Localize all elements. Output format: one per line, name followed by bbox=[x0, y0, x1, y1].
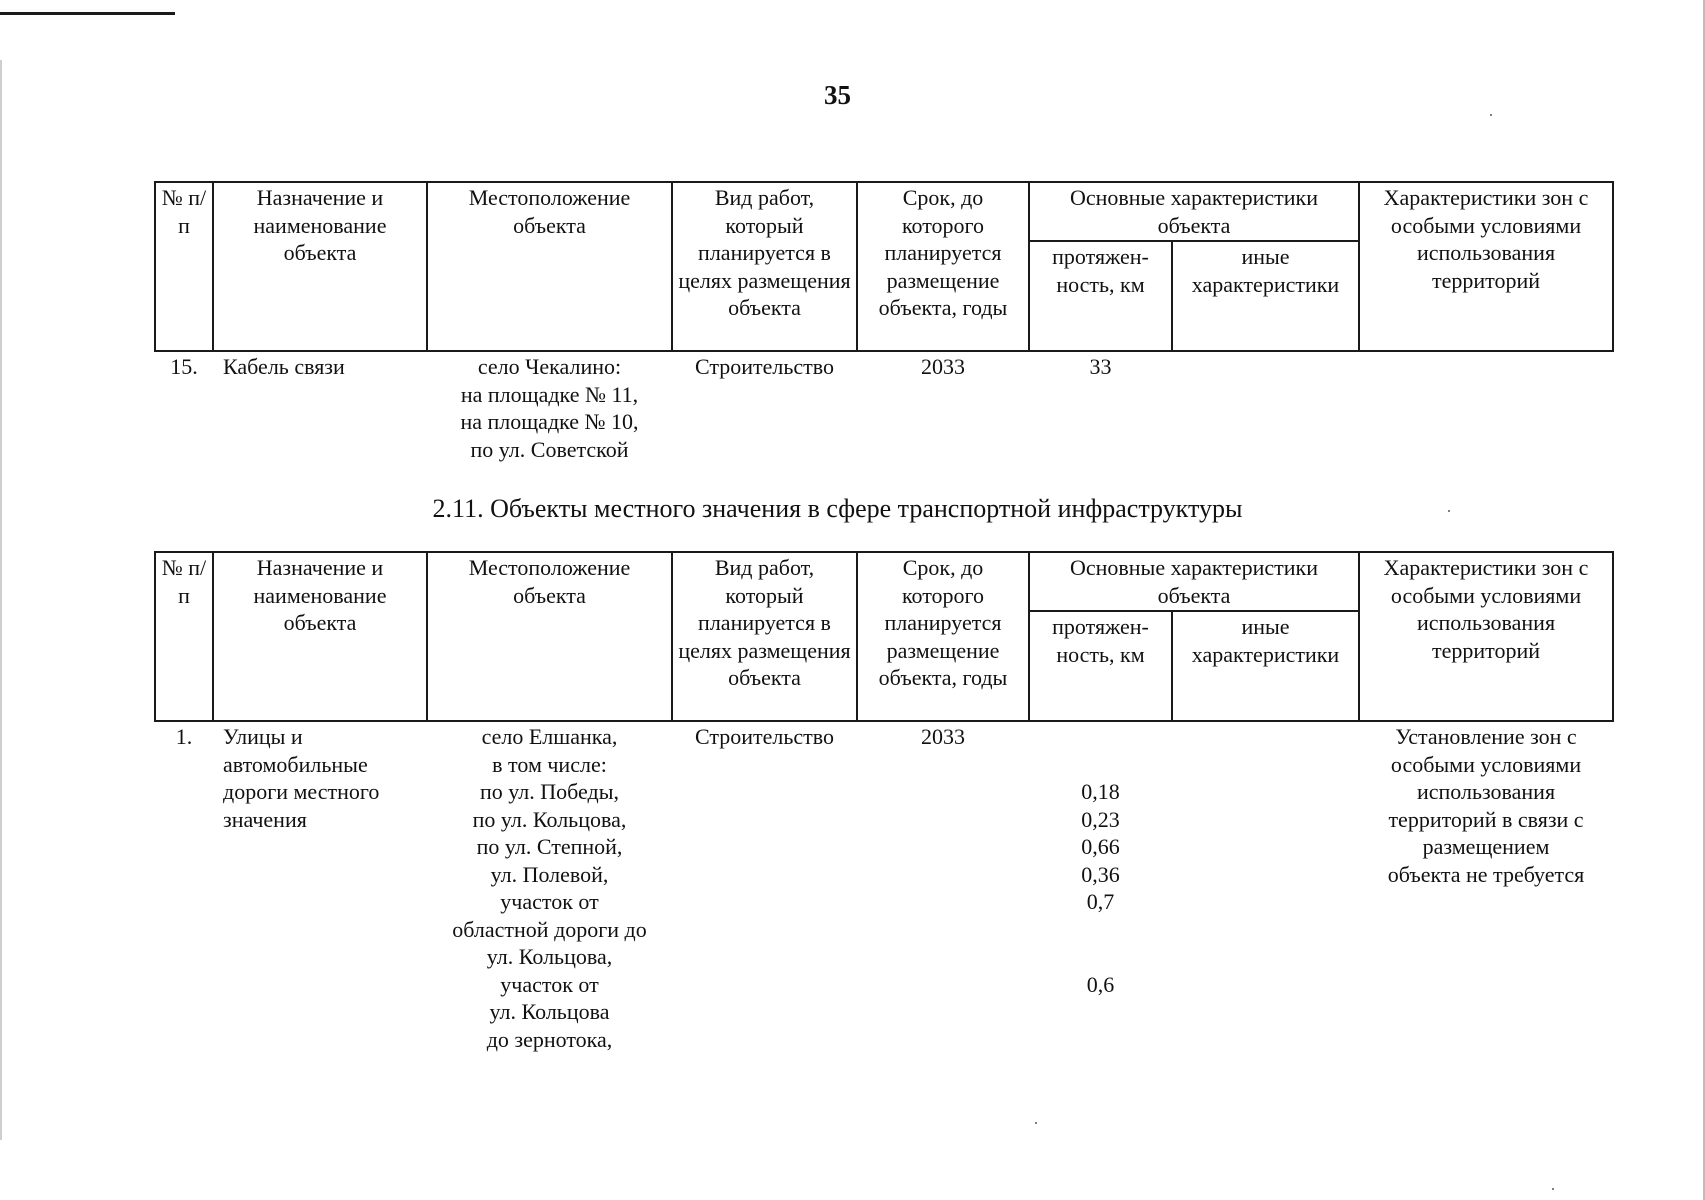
header-work-type: Вид работ, который планируется в целях размещения объекта bbox=[672, 182, 857, 351]
header-num: № п/п bbox=[155, 552, 213, 721]
header-location: Местоположение объекта bbox=[427, 552, 672, 721]
location-line: по ул. Кольцова, bbox=[472, 806, 627, 832]
zone-line: размещением bbox=[1422, 834, 1550, 859]
zone-line: территорий в связи с bbox=[1388, 806, 1584, 832]
location-line: участок от bbox=[500, 971, 599, 997]
length-line: 0,7 bbox=[1086, 889, 1115, 914]
zone-line: Установление зон с bbox=[1395, 724, 1577, 749]
header-name: Назначение и наименование объекта bbox=[213, 552, 427, 721]
location-line: село Елшанка, bbox=[481, 724, 618, 749]
length-line bbox=[1033, 723, 1168, 751]
location-line: ул. Кольцова, bbox=[486, 944, 613, 969]
table-row bbox=[155, 721, 1613, 1054]
location-line: участок от bbox=[500, 889, 599, 914]
row-other bbox=[1172, 721, 1359, 1054]
row-deadline: 2033 bbox=[921, 724, 965, 749]
header-deadline: Срок, до которого планируется размещение объекта, годы bbox=[857, 182, 1029, 351]
location-line: областной дороги до bbox=[452, 916, 647, 942]
header-name: Назначение и наименование объекта bbox=[213, 182, 427, 351]
header-work-type: Вид работ, который планируется в целях размещения объекта bbox=[672, 552, 857, 721]
row-length bbox=[1029, 721, 1172, 1054]
header-other: иные характеристики bbox=[1172, 611, 1359, 721]
header-main-characteristics: Основные характеристики объекта bbox=[1029, 552, 1359, 611]
row-other bbox=[1172, 351, 1359, 464]
length-line: 0,6 bbox=[1086, 971, 1115, 997]
location-line: на площадке № 11, bbox=[460, 381, 639, 407]
length-line bbox=[1033, 943, 1168, 971]
table-transport-objects bbox=[154, 551, 1614, 1054]
header-zones: Характеристики зон с особыми условиями использования территорий bbox=[1359, 182, 1613, 351]
table-row bbox=[155, 351, 1613, 464]
location-line: в том числе: bbox=[492, 751, 607, 777]
zone-line: использования bbox=[1416, 779, 1556, 804]
scan-edge-left bbox=[0, 60, 2, 1140]
header-num: № п/п bbox=[155, 182, 213, 351]
section-title: 2.11. Объекты местного значения в сфере транспортной инфраструктуры bbox=[432, 494, 1243, 523]
header-length: протяжен-ность, км bbox=[1029, 241, 1172, 351]
scan-speck bbox=[1490, 114, 1492, 116]
row-num: 15. bbox=[170, 354, 198, 379]
scan-edge-top bbox=[0, 12, 175, 15]
length-line bbox=[1033, 751, 1168, 779]
row-zones bbox=[1359, 351, 1613, 464]
location-line: ул. Кольцова bbox=[489, 999, 610, 1024]
length-line: 0,23 bbox=[1081, 806, 1120, 832]
row-zones bbox=[1359, 721, 1613, 1054]
length-line: 0,36 bbox=[1081, 861, 1120, 887]
location-line: до зернотока, bbox=[486, 1026, 613, 1052]
location-line: по ул. Советской bbox=[470, 436, 629, 462]
location-line: село Чекалино: bbox=[477, 354, 622, 379]
header-location: Местоположение объекта bbox=[427, 182, 672, 351]
row-work-type: Строительство bbox=[694, 724, 835, 749]
header-other: иные характеристики bbox=[1172, 241, 1359, 351]
row-work-type: Строительство bbox=[694, 354, 835, 379]
row-location bbox=[427, 721, 672, 1054]
row-length: 33 bbox=[1089, 354, 1112, 379]
row-name: Улицы и автомобильные дороги местного значения bbox=[223, 724, 380, 832]
location-line: ул. Полевой, bbox=[490, 861, 609, 887]
row-deadline: 2033 bbox=[921, 354, 965, 379]
row-location bbox=[427, 351, 672, 464]
zone-line: особыми условиями bbox=[1390, 751, 1582, 777]
table-communication-objects bbox=[154, 181, 1614, 464]
length-line: 0,18 bbox=[1081, 779, 1120, 804]
length-line bbox=[1033, 916, 1168, 944]
scan-speck bbox=[1552, 1188, 1554, 1190]
header-main-characteristics: Основные характеристики объекта bbox=[1029, 182, 1359, 241]
row-num: 1. bbox=[175, 724, 193, 749]
page-number: 35 bbox=[824, 80, 851, 110]
row-name: Кабель связи bbox=[223, 354, 345, 379]
location-line: на площадке № 10, bbox=[460, 409, 639, 434]
location-line: по ул. Победы, bbox=[479, 779, 620, 804]
header-zones: Характеристики зон с особыми условиями использования территорий bbox=[1359, 552, 1613, 721]
scan-speck bbox=[1035, 1122, 1037, 1124]
header-deadline: Срок, до которого планируется размещение объекта, годы bbox=[857, 552, 1029, 721]
header-length: протяжен-ность, км bbox=[1029, 611, 1172, 721]
location-line: по ул. Степной, bbox=[476, 834, 623, 859]
zone-line: объекта не требуется bbox=[1387, 861, 1585, 887]
length-line: 0,66 bbox=[1081, 834, 1120, 859]
